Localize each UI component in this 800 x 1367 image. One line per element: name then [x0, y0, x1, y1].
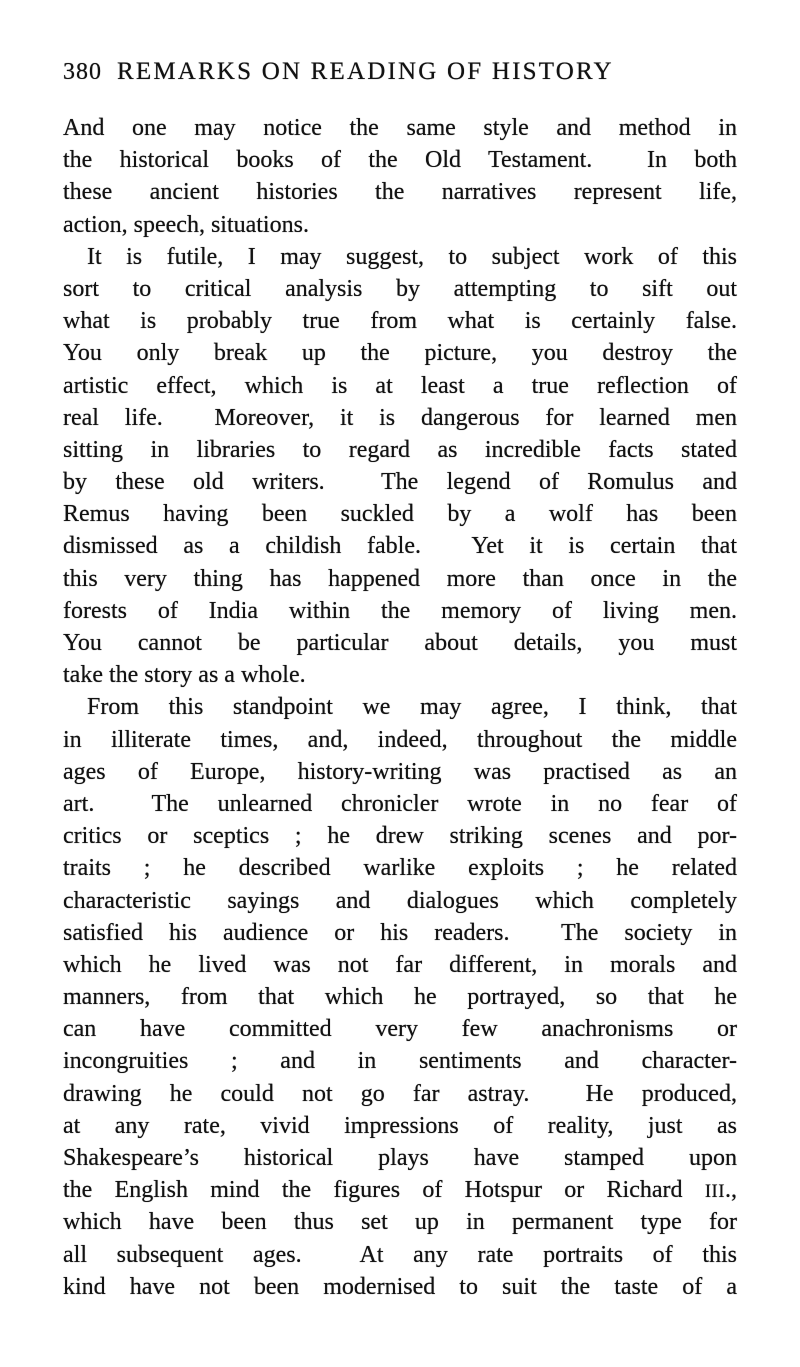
smallcaps-text: III — [704, 1181, 725, 1203]
text-line: And one may notice the same style and method in — [63, 115, 737, 141]
page-number: 380 — [63, 59, 102, 85]
text-line: take the story as a whole. — [63, 662, 306, 689]
text-line: satisfied his audience or his readers. The society in — [63, 919, 737, 946]
text-line: From this standpoint we may agree, I think, that — [87, 694, 737, 721]
text-line: the English mind the figures of Hotspur or Richard III., — [63, 1177, 737, 1204]
text-line: dismissed as a childish fable. Yet it is certain that — [63, 533, 737, 560]
paragraph — [63, 241, 737, 692]
text-line: in illiterate times, and, indeed, throughout the middle — [63, 726, 737, 753]
text-line: ages of Europe, history-writing was practised as an — [63, 758, 737, 785]
paragraph — [63, 112, 737, 241]
text-line: It is futile, I may suggest, to subject work of this — [87, 243, 737, 270]
paragraph — [63, 691, 737, 1303]
text-line: at any rate, vivid impressions of reality, just as — [63, 1112, 737, 1139]
text-line: this very thing has happened more than once in the — [63, 565, 737, 592]
text-line: You only break up the picture, you destroy the — [63, 340, 737, 367]
text-line: all subsequent ages. At any rate portraits of this — [63, 1241, 737, 1268]
text-line: artistic effect, which is at least a true reflection of — [63, 372, 737, 399]
text-line: characteristic sayings and dialogues which completely — [63, 887, 737, 914]
text-line: Remus having been suckled by a wolf has been — [63, 501, 737, 528]
text-line: Shakespeare’s historical plays have stamped upon — [63, 1145, 737, 1171]
text-line: sort to critical analysis by attempting to sift out — [63, 275, 737, 302]
text-line: incongruities ; and in sentiments and character- — [63, 1048, 737, 1075]
running-header — [63, 58, 737, 86]
text-block — [63, 112, 737, 1303]
text-line: these ancient histories the narratives represent life, — [63, 179, 737, 206]
text-line: which have been thus set up in permanent type for — [63, 1209, 737, 1236]
text-line: drawing he could not go far astray. He produced, — [63, 1080, 737, 1107]
text-line: action, speech, situations. — [63, 211, 309, 238]
text-line: traits ; he described warlike exploits ; he related — [63, 855, 737, 882]
text-line: critics or sceptics ; he drew striking scenes and por- — [63, 823, 737, 850]
text-line: real life. Moreover, it is dangerous for learned men — [63, 404, 737, 431]
text-line: art. The unlearned chronicler wrote in no fear of — [63, 790, 737, 817]
running-title: REMARKS ON READING OF HISTORY — [117, 58, 614, 85]
book-page — [63, 58, 737, 1303]
text-line: sitting in libraries to regard as incredible facts stated — [63, 436, 737, 463]
text-line: by these old writers. The legend of Romulus and — [63, 469, 737, 496]
text-line: can have committed very few anachronisms or — [63, 1016, 737, 1043]
text-line: forests of India within the memory of living men. — [63, 597, 737, 624]
text-line: manners, from that which he portrayed, so that he — [63, 984, 737, 1011]
text-line: what is probably true from what is certainly false. — [63, 308, 737, 335]
text-line: which he lived was not far different, in morals and — [63, 951, 737, 978]
text-line: the historical books of the Old Testament. In both — [63, 147, 737, 174]
text-line: You cannot be particular about details, you must — [63, 630, 737, 656]
text-line: kind have not been modernised to suit the taste of a — [63, 1273, 737, 1300]
